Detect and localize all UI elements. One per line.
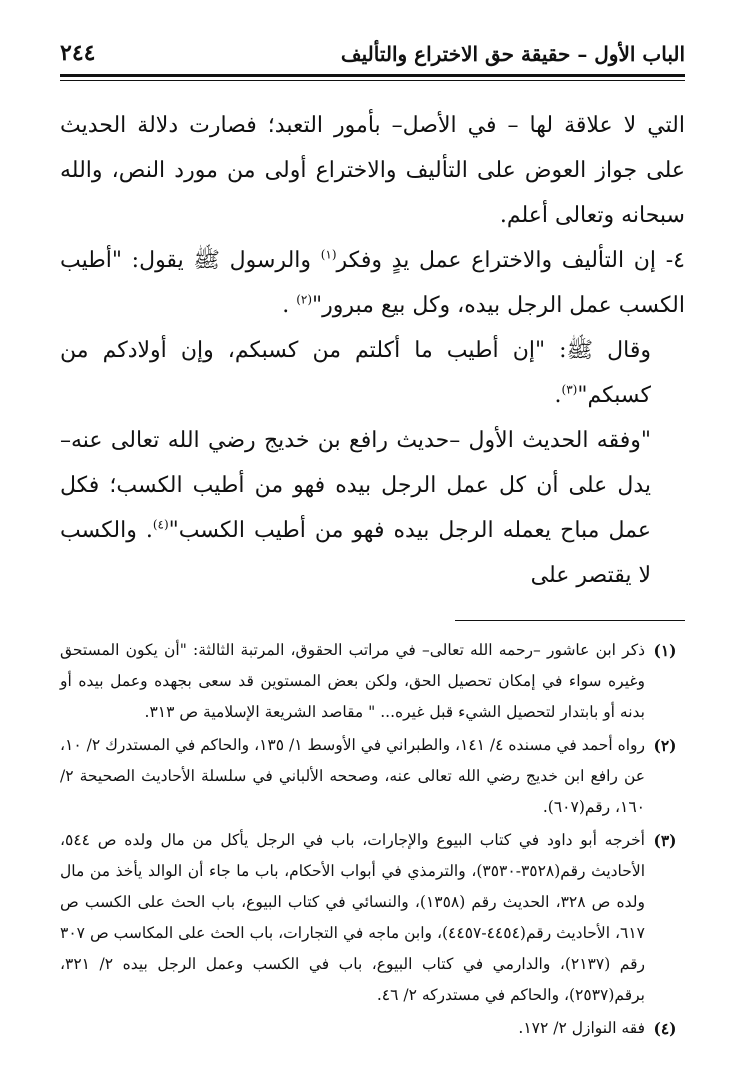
running-header [60,40,685,77]
footnote-ref-4[interactable]: (٤) [152,517,169,532]
footnote-item [60,730,685,823]
main-text [60,103,685,598]
paragraph-1: التي لا علاقة لها – في الأصل– بأمور التعبد؛ فصارت دلالة الحديث على جواز العوض على التأليف والاختراع أولى من مورد النص، والله سبحانه وتعالى أعلم. [60,113,685,228]
footnote-text: ذكر ابن عاشور –رحمه الله تعالى– في مراتب الحقوق، المرتبة الثالثة: "أن يكون المستحق وغيره سواء في إمكان تحصيل الحق، ولكن بعض المستوين قد سعى بجهده وعمل بيده أو بدنه أو بابتدار لتحصيل الشيء قبل غيره... " مقاصد الشريعة الإسلامية ص ٣١٣. [60,641,645,721]
paragraph-4 [60,418,685,598]
footnote-text: رواه أحمد في مسنده ٤/ ١٤١، والطبراني في الأوسط ١/ ١٣٥، والحاكم في المستدرك ٢/ ١٠، عن رافع ابن خديج رضي الله تعالى عنه، وصححه الألباني في سلسلة الأحاديث الصحيحة ٢/ ١٦٠، رقم(٦٠٧). [60,736,646,816]
footnote-divider [455,620,685,621]
paragraph-3-text-b: . [554,383,562,408]
chapter-title: الباب الأول – حقيقة حق الاختراع والتأليف [340,42,685,66]
footnote-ref-3[interactable]: (٣) [561,382,578,397]
header-divider [60,80,685,81]
footnote-number: (٢) [653,736,677,755]
footnote-number: (٣) [653,831,677,850]
footnote-item [60,635,685,728]
footnote-number: (٤) [653,1019,677,1038]
paragraph-3 [60,328,685,418]
footnote-ref-1[interactable]: (١) [320,247,337,262]
paragraph-2-text-a: ٤- إن التأليف والاختراع عمل يدٍ وفكر [336,248,685,273]
footnote-text: فقه النوازل ٢/ ١٧٢. [518,1019,645,1037]
paragraph-2 [60,238,685,328]
paragraph-2-text-b: والرسول ﷺ يقول: "أطيب الكسب عمل الرجل بيده، وكل بيع مبرور" [60,248,685,318]
footnote-ref-2[interactable]: (٢) [296,292,313,307]
footnote-item [60,1013,685,1044]
book-page [60,40,685,1046]
paragraph-4-text-b: . والكسب لا يقتصر على [60,518,651,588]
footnote-text: أخرجه أبو داود في كتاب البيوع والإجارات، باب في الرجل يأكل من مال ولده ص ٥٤٤، الأحاديث رقم(٣٥٢٨-٣٥٣٠)، والترمذي في أبواب الأحكام، باب ما جاء أن الوالد يأخذ من مال ولده ص ٣٢٨، الحديث رقم (١٣٥٨)، والنسائي في كتاب البيوع، باب الحث على الكسب ص ٦١٧، الأحاديث رقم(٤٤٥٤-٤٤٥٧)، وابن ماجه في التجارات، باب الحث على المكاسب ص ٣٠٧ رقم (٢١٣٧)، والدارمي في كتاب البيوع، باب في الكسب وعمل الرجل بيده ٢/ ٣٢١، برقم(٢٥٣٧)، والحاكم في مستدركه ٢/ ٤٦. [60,831,645,1004]
footnotes [60,635,685,1044]
paragraph-2-text-c: . [282,293,297,318]
page-number: ٢٤٤ [60,40,96,66]
paragraph-3-text-a: وقال ﷺ: "إن أطيب ما أكلتم من كسبكم، وإن أولادكم من كسبكم" [60,338,651,408]
paragraph-4-text-a: "وفقه الحديث الأول –حديث رافع بن خديج رضي الله تعالى عنه– يدل على أن كل عمل الرجل بيده فهو من أطيب الكسب؛ فكل عمل مباح يعمله الرجل بيده فهو من أطيب الكسب" [60,428,652,543]
footnote-number: (١) [653,641,677,660]
footnote-item [60,825,685,1011]
